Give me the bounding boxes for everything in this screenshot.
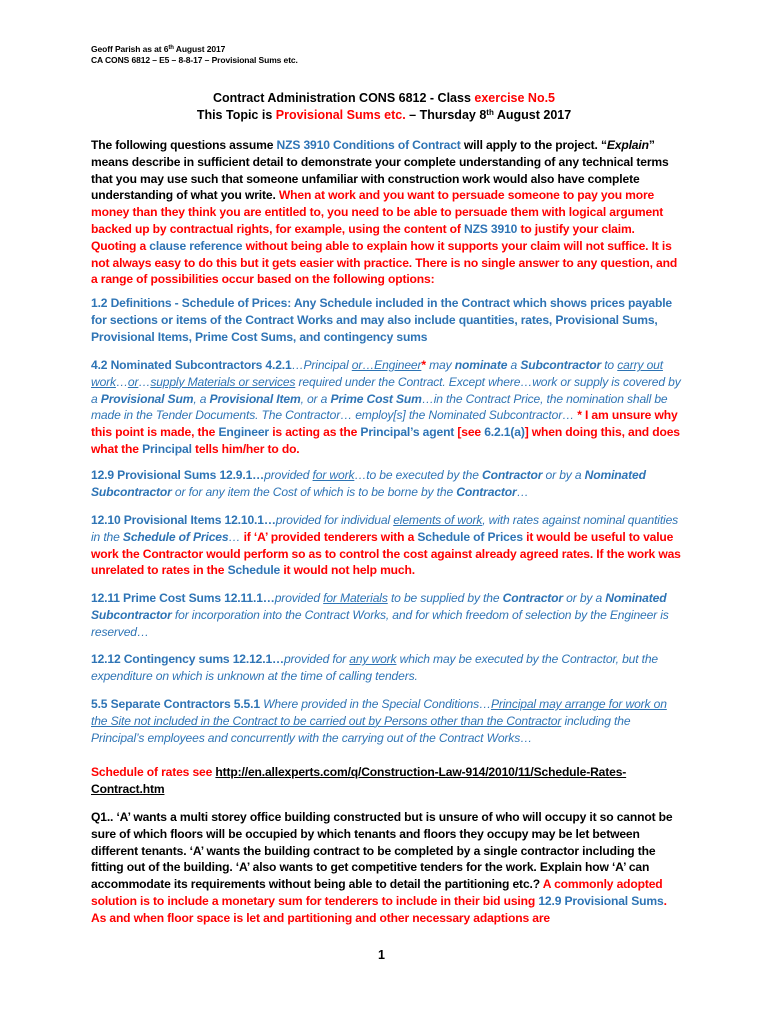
title-line-2 [0, 107, 768, 124]
title-date: August 2017 [493, 108, 572, 122]
intro-paragraph: The following questions assume NZS 3910 Conditions of Contract will apply to the project. “Explain” means describe in sufficient detail to demonstrate your complete understanding of any technical terms that you may use such that someone unfamiliar with construction work would also have complete understanding of what you write. When at work and you want to persuade someone to pay you more money than they think you are entitled to, you need to be able to persuade them with logical argument backed up by contractual rights, for example, using the content of NZS 3910 to justify your claim. Quoting a clause reference without being able to explain how it supports your claim will not suffice. It is not always easy to do this but it gets easier with practice. There is no single answer to any question, and a range of possibilities occur based on the following options: [91, 138, 678, 287]
section-heading: 12.9 Provisional Sums 12.9.1… [91, 468, 265, 482]
title-topic: Provisional Sums etc. [275, 108, 406, 122]
section-heading: 5.5 Separate Contractors 5.5.1 [91, 697, 260, 711]
schedule-of-rates-link[interactable]: http://en.allexperts.com/q/Construction-Law-914/2010/11/Schedule-Rates-Contract.htm [91, 765, 627, 796]
section-heading: 4.2 Nominated Subcontractors 4.2.1 [91, 358, 292, 372]
section-nominated-subcontractors: 4.2 Nominated Subcontractors 4.2.1…Principal or…Engineer* may nominate a Subcontractor to carry out work…or…supply Materials or services required under the Contract. Except where…work or supply is covered by a Provisional Sum, a Provisional Item, or a Prime Cost Sum…in the Contract Price, the nomination shall be made in the Tender Documents. The Contractor… employ[s] the Nominated Subcontractor… * I am unsure why this point is made, the Engineer is acting as the Principal’s agent [see 6.2.1(a)] when doing this, and does what the Principal tells him/her to do. [91, 358, 681, 456]
header-date: August 2017 [173, 44, 226, 54]
section-heading: 12.11 Prime Cost Sums 12.11.1… [91, 591, 275, 605]
header-author: Geoff Parish as at 6 [91, 44, 169, 54]
section-prime-cost-sums: 12.11 Prime Cost Sums 12.11.1…provided for Materials to be supplied by the Contractor or by a Nominated Subcontractor for incorporation into the Contract Works, and for which freedom of selection by the Engineer is reserved… [91, 591, 669, 639]
header-course-line: CA CONS 6812 – E5 – 8-8-17 – Provisional Sums etc. [91, 55, 298, 65]
title-line-1 [0, 90, 768, 107]
title-course: Contract Administration CONS 6812 - Class [212, 91, 475, 105]
title-topic-prefix: This Topic is [196, 108, 276, 122]
section-heading: 12.12 Contingency sums 12.12.1… [91, 652, 284, 666]
title-exercise: exercise No.5 [474, 91, 555, 105]
section-provisional-items: 12.10 Provisional Items 12.10.1…provided for individual elements of work, with rates against nominal quantities in the Schedule of Prices… if ‘A’ provided tenderers with a Schedule of Prices it would be useful to value work the Contractor would perform so as to control the cost against already agreed rates. If the work was unrelated to rates in the Schedule it would not help much. [91, 513, 681, 578]
page-number: 1 [378, 948, 385, 962]
section-heading: 12.10 Provisional Items 12.10.1… [91, 513, 276, 527]
title-day: – Thursday 8 [405, 108, 487, 122]
schedule-of-rates-reference [91, 764, 681, 798]
definition-schedule-of-prices: 1.2 Definitions - Schedule of Prices: Any Schedule included in the Contract which shows prices payable for sections or items of the Contract Works and may also include quantities, rates, Provisional Sums, Provisional Items, Prime Cost Sums, and contingency sums [91, 296, 673, 344]
header-sup: th [168, 45, 174, 51]
section-separate-contractors: 5.5 Separate Contractors 5.5.1 Where provided in the Special Conditions…Principal may arrange for work on the Site not included in the Contract to be carried out by Persons other than the Contractor including the Principal’s employees and concurrently with the carrying out of the Contract Works… [91, 697, 667, 745]
schedule-of-rates-label: Schedule of rates see [91, 765, 216, 779]
section-contingency-sums: 12.12 Contingency sums 12.12.1…provided for any work which may be executed by the Contractor, but the expenditure on which is unknown at the time of calling tenders. [91, 652, 659, 683]
section-provisional-sums: 12.9 Provisional Sums 12.9.1…provided for work…to be executed by the Contractor or by a Nominated Subcontractor or for any item the Cost of which is to be borne by the Contractor… [91, 468, 646, 499]
document-title [0, 90, 768, 124]
question-1: Q1.. ‘A’ wants a multi storey office building constructed but is unsure of who will occupy it so cannot be sure of which floors will be occupied by which tenants and floors they occupy may be let between different tenants. ‘A’ wants the building contract to be completed by a single contractor including the fitting out of the building. ‘A’ also wants to get competitive tenders for the work. Explain how ‘A’ can accommodate its requirements without being able to detail the partitioning etc.? A commonly adopted solution is to include a monetary sum for tenderers to include in their bid using 12.9 Provisional Sums. As and when floor space is let and partitioning and other necessary adaptions are [91, 810, 673, 925]
title-sup: th [486, 108, 494, 117]
header-author-line [91, 44, 225, 55]
